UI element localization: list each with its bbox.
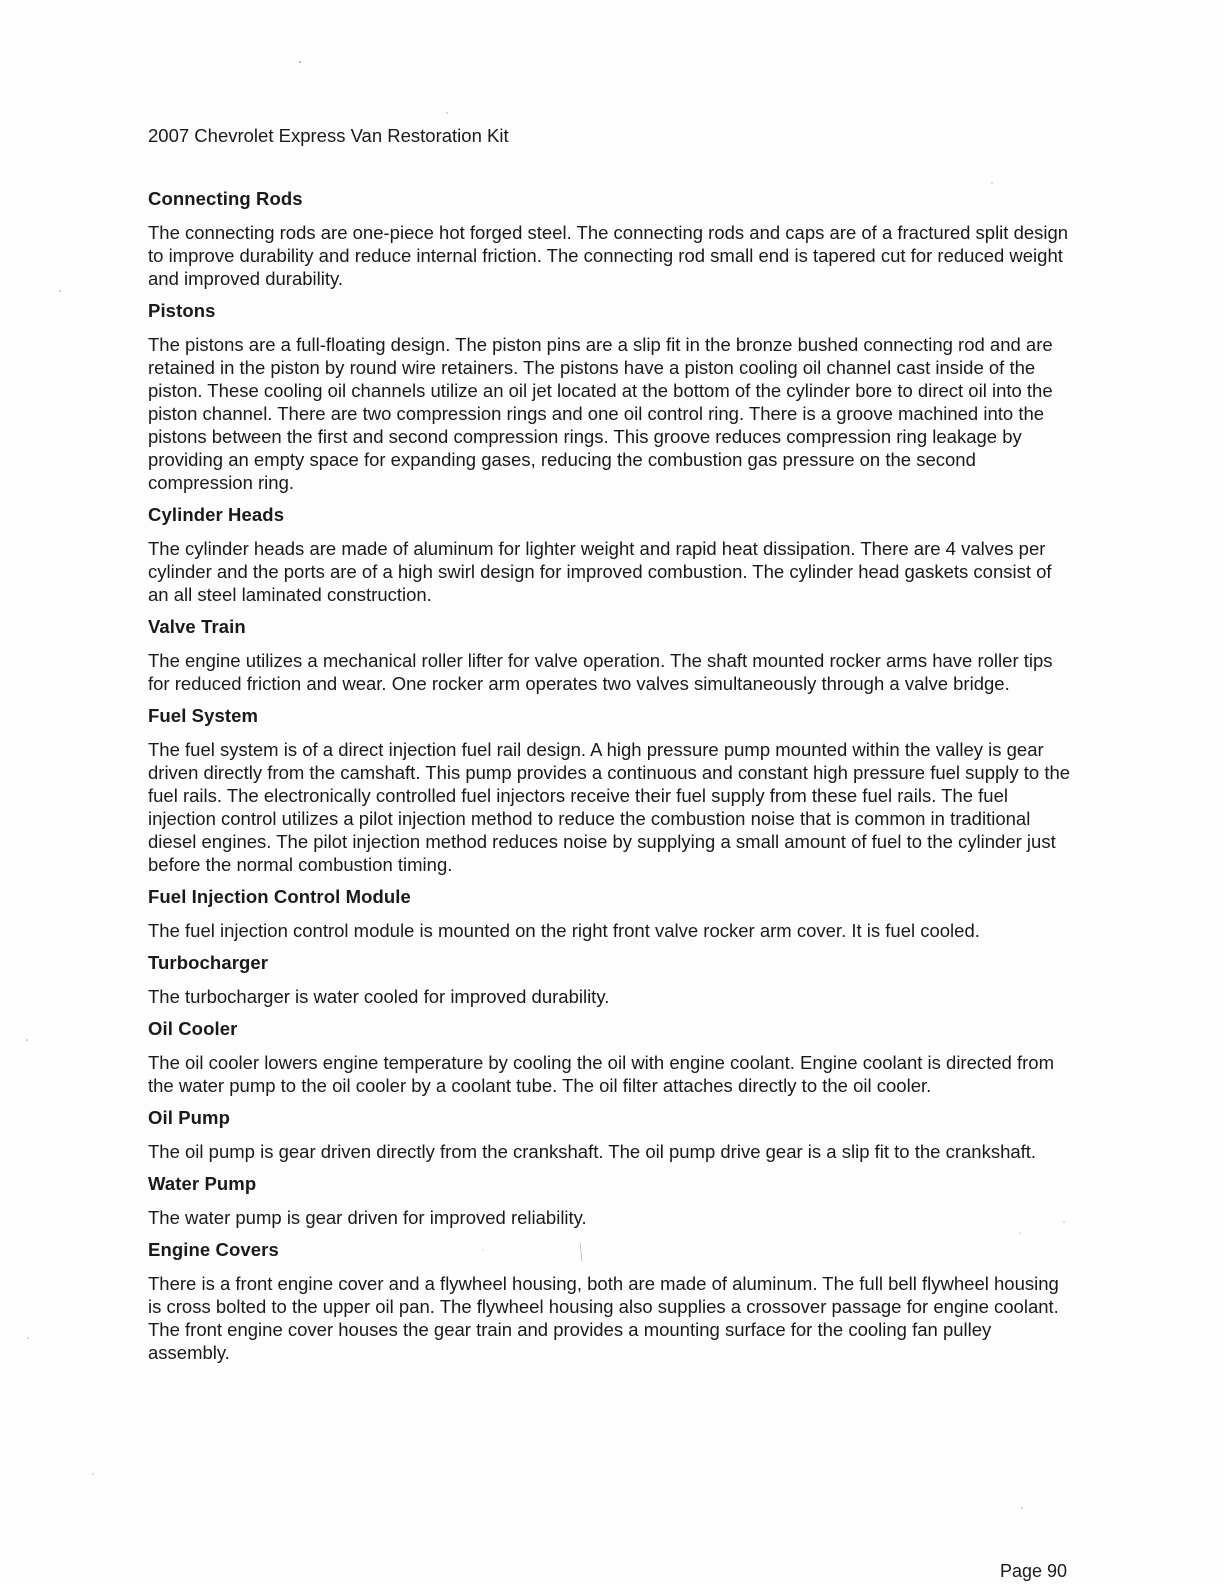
page-number: Page 90 <box>999 1561 1067 1581</box>
section-body: The engine utilizes a mechanical roller lifter for valve operation. The shaft mounted rocker arms have roller tips for reduced friction and wear. One rocker arm operates two valves simultaneously through a valve bridge. <box>148 650 1053 694</box>
section-water-pump <box>148 1172 1073 1229</box>
section-cylinder-heads <box>148 503 1073 606</box>
section-body: The pistons are a full-floating design. The piston pins are a slip fit in the bronze bushed connecting rod and are retained in the piston by round wire retainers. The pistons have a piston cooling oil channel cast inside of the piston. These cooling oil channels utilize an oil jet located at the bottom of the cylinder bore to direct oil into the piston channel. There are two compression rings and one oil control ring. There is a groove machined into the pistons between the first and second compression rings. This groove reduces compression ring leakage by providing an empty space for expanding gases, reducing the combustion gas pressure on the second compression ring. <box>148 334 1053 493</box>
section-body: The fuel injection control module is mounted on the right front valve rocker arm cover. It is fuel cooled. <box>148 920 980 941</box>
section-heading: Fuel Injection Control Module <box>148 886 411 907</box>
section-heading: Water Pump <box>148 1173 257 1194</box>
section-heading: Oil Cooler <box>148 1018 238 1039</box>
section-connecting-rods <box>148 187 1073 290</box>
section-heading: Connecting Rods <box>148 188 303 209</box>
section-heading: Valve Train <box>148 616 246 637</box>
document-content <box>148 187 1073 1373</box>
section-fuel-system <box>148 704 1073 876</box>
section-heading: Fuel System <box>148 705 259 726</box>
section-heading: Turbocharger <box>148 952 269 973</box>
document-title: 2007 Chevrolet Express Van Restoration Kit <box>148 125 509 146</box>
section-body: There is a front engine cover and a flywheel housing, both are made of aluminum. The full bell flywheel housing is cross bolted to the upper oil pan. The flywheel housing also supplies a crossover passage for engine coolant. The front engine cover houses the gear train and provides a mounting surface for the cooling fan pulley assembly. <box>148 1273 1059 1363</box>
section-heading: Oil Pump <box>148 1107 230 1128</box>
section-oil-pump <box>148 1106 1073 1163</box>
section-oil-cooler <box>148 1017 1073 1097</box>
section-turbocharger <box>148 951 1073 1008</box>
section-heading: Engine Covers <box>148 1239 279 1260</box>
section-body: The oil pump is gear driven directly from the crankshaft. The oil pump drive gear is a slip fit to the crankshaft. <box>148 1141 1037 1162</box>
section-body: The fuel system is of a direct injection fuel rail design. A high pressure pump mounted within the valley is gear driven directly from the camshaft. This pump provides a continuous and constant high pressure fuel supply to the fuel rails. The electronically controlled fuel injectors receive their fuel supply from these fuel rails. The fuel injection control utilizes a pilot injection method to reduce the combustion noise that is common in traditional diesel engines. The pilot injection method reduces noise by supplying a small amount of fuel to the cylinder just before the normal combustion timing. <box>148 739 1071 875</box>
section-body: The water pump is gear driven for improved reliability. <box>148 1207 587 1228</box>
section-body: The connecting rods are one-piece hot forged steel. The connecting rods and caps are of a fractured split design to improve durability and reduce internal friction. The connecting rod small end is tapered cut for reduced weight and improved durability. <box>148 222 1069 289</box>
section-body: The turbocharger is water cooled for improved durability. <box>148 986 610 1007</box>
section-engine-covers <box>148 1238 1073 1364</box>
section-body: The oil cooler lowers engine temperature by cooling the oil with engine coolant. Engine coolant is directed from the water pump to the oil cooler by a coolant tube. The oil filter attaches directly to the oil cooler. <box>148 1052 1054 1096</box>
section-heading: Cylinder Heads <box>148 504 285 525</box>
section-fuel-injection-control-module <box>148 885 1073 942</box>
section-valve-train <box>148 615 1073 695</box>
section-heading: Pistons <box>148 300 216 321</box>
section-body: The cylinder heads are made of aluminum for lighter weight and rapid heat dissipation. There are 4 valves per cylinder and the ports are of a high swirl design for improved combustion. The cylinder head gaskets consist of an all steel laminated construction. <box>148 538 1052 605</box>
section-pistons <box>148 299 1073 494</box>
